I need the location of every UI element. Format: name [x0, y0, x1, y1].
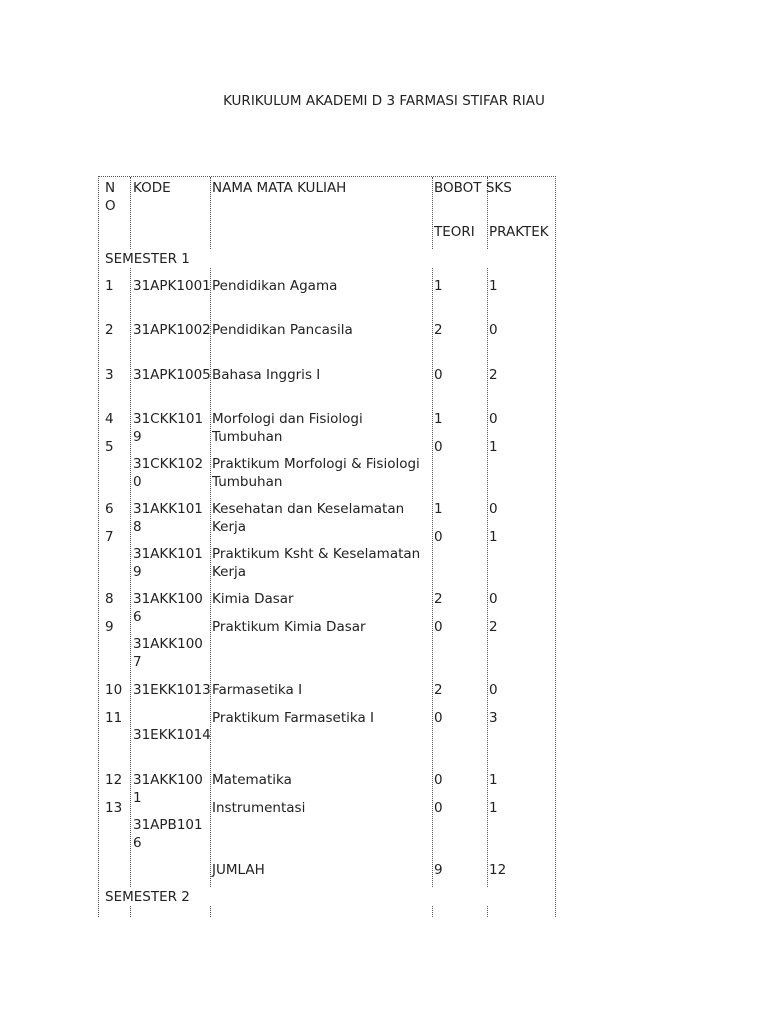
row-kode: 31APK1002: [133, 322, 211, 338]
row-no: 3: [105, 367, 114, 383]
row-kode: 31AKK1019: [133, 546, 203, 580]
row-kode: 31APK1005: [133, 367, 211, 383]
row-nama: Praktikum Morfologi & Fisiologi Tumbuhan: [212, 456, 420, 490]
row-no: 1: [105, 278, 114, 294]
row-kode: 31CKK1020: [133, 456, 204, 490]
row-nama: Matematika: [212, 772, 292, 788]
row-kode: 31APB1016: [133, 817, 203, 851]
row-no: 9: [105, 619, 114, 635]
row-kode: 31EKK1014: [133, 727, 211, 743]
row-nama: Morfologi dan Fisiologi Tumbuhan: [212, 411, 363, 445]
header-nama-mata-kuliah: NAMA MATA KULIAH: [212, 180, 347, 196]
row-nama: Farmasetika I: [212, 682, 303, 698]
row-praktek: 1: [489, 278, 498, 294]
row-teori: 2: [434, 682, 443, 698]
document-title: KURIKULUM AKADEMI D 3 FARMASI STIFAR RIAU: [223, 93, 545, 109]
row-praktek: 0: [489, 682, 498, 698]
row-praktek: 0: [489, 591, 498, 607]
row-teori: 0: [434, 772, 443, 788]
row-teori: 2: [434, 322, 443, 338]
row-nama: Instrumentasi: [212, 800, 306, 816]
row-kode: 31CKK1019: [133, 411, 204, 445]
column-divider: [130, 177, 131, 917]
row-teori: 1: [434, 278, 443, 294]
row-nama: Pendidikan Agama: [212, 278, 338, 294]
row-praktek: 1: [489, 439, 498, 455]
row-praktek: 0: [489, 322, 498, 338]
header-praktek: PRAKTEK: [489, 224, 549, 240]
row-nama: Praktikum Kimia Dasar: [212, 619, 366, 635]
row-teori: 1: [434, 501, 443, 517]
row-teori: 0: [434, 367, 443, 383]
row-praktek: 1: [489, 772, 498, 788]
row-kode: 31EKK1013: [133, 682, 211, 698]
row-nama: Pendidikan Pancasila: [212, 322, 353, 338]
row-no: 10: [105, 682, 123, 698]
row-praktek: 0: [489, 501, 498, 517]
row-praktek: 1: [489, 800, 498, 816]
row-teori: 0: [434, 529, 443, 545]
row-nama: Kimia Dasar: [212, 591, 294, 607]
row-teori: 0: [434, 800, 443, 816]
row-no: 12: [105, 772, 123, 788]
row-no: 7: [105, 529, 114, 545]
row-nama: Bahasa Inggris I: [212, 367, 321, 383]
jumlah-praktek: 12: [489, 862, 507, 878]
row-no: 13: [105, 800, 123, 816]
jumlah-label: JUMLAH: [212, 862, 265, 878]
row-nama: Praktikum Ksht & Keselamatan Kerja: [212, 546, 421, 580]
header-no: N O: [105, 180, 116, 214]
curriculum-table: [98, 176, 556, 917]
column-divider: [487, 177, 488, 917]
row-teori: 2: [434, 591, 443, 607]
row-no: 2: [105, 322, 114, 338]
row-praktek: 2: [489, 367, 498, 383]
row-nama: Praktikum Farmasetika I: [212, 710, 375, 726]
row-praktek: 1: [489, 529, 498, 545]
row-nama: Kesehatan dan Keselamatan Kerja: [212, 501, 405, 535]
row-kode: 31AKK1006: [133, 591, 203, 625]
row-praktek: 0: [489, 411, 498, 427]
row-kode: 31APK1001: [133, 278, 211, 294]
row-praktek: 3: [489, 710, 498, 726]
jumlah-teori: 9: [434, 862, 443, 878]
header-kode: KODE: [133, 180, 171, 196]
row-no: 11: [105, 710, 123, 726]
row-teori: 0: [434, 710, 443, 726]
row-no: 8: [105, 591, 114, 607]
row-kode: 31AKK1007: [133, 636, 203, 670]
row-teori: 0: [434, 619, 443, 635]
row-no: 4: [105, 411, 114, 427]
header-bobot-sks: BOBOT SKS: [434, 180, 512, 196]
header-teori: TEORI: [434, 224, 475, 240]
row-teori: 1: [434, 411, 443, 427]
row-kode: 31AKK1018: [133, 501, 203, 535]
semester-1-heading: SEMESTER 1: [105, 250, 545, 268]
row-no: 5: [105, 439, 114, 455]
semester-2-heading: SEMESTER 2: [105, 888, 545, 906]
row-praktek: 2: [489, 619, 498, 635]
row-teori: 0: [434, 439, 443, 455]
row-kode: 31AKK1001: [133, 772, 203, 806]
row-no: 6: [105, 501, 114, 517]
